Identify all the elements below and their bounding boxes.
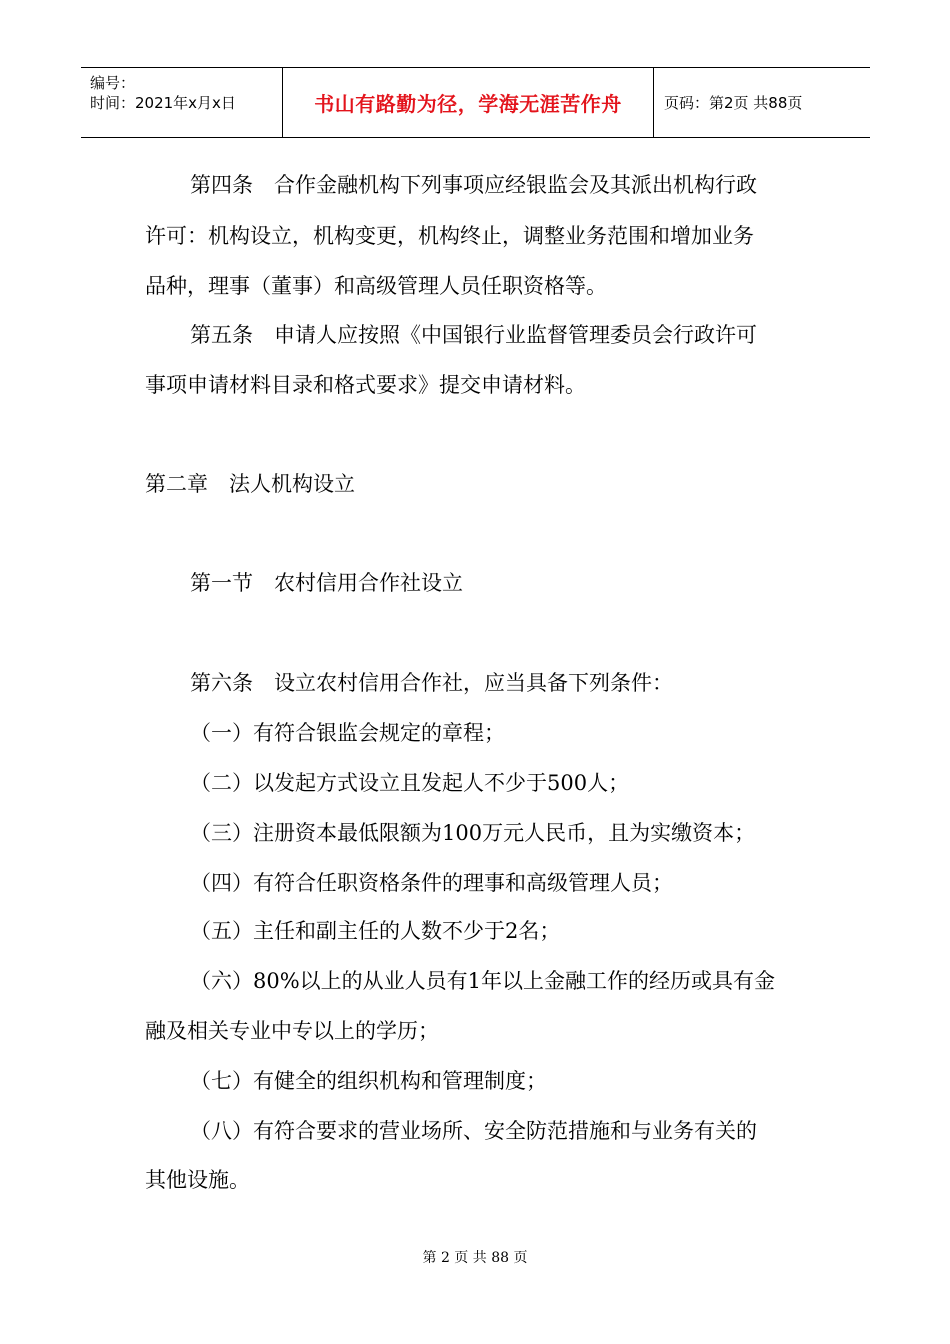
condition-2: （二）以发起方式设立且发起人不少于500人； — [190, 771, 630, 795]
article-5-line-1: 第五条 申请人应按照《中国银行业监督管理委员会行政许可 — [190, 323, 757, 347]
header-meta — [81, 68, 283, 137]
doc-time-label: 时间：2021年x月x日 — [90, 94, 236, 112]
article-6-line-1: 第六条 设立农村信用合作社，应当具备下列条件： — [190, 671, 673, 695]
header-page-number: 页码：第2页 共88页 — [664, 94, 803, 112]
condition-4: （四）有符合任职资格条件的理事和高级管理人员； — [190, 871, 673, 895]
condition-3: （三）注册资本最低限额为100万元人民币，且为实缴资本； — [190, 821, 756, 845]
condition-6-line-1: （六）80%以上的从业人员有1年以上金融工作的经历或具有金 — [190, 969, 776, 993]
document-header — [81, 67, 870, 138]
header-page-cell — [654, 68, 870, 137]
page-footer: 第 2 页 共 88 页 — [422, 1250, 528, 1266]
condition-8-line-1: （八）有符合要求的营业场所、安全防范措施和与业务有关的 — [190, 1119, 757, 1143]
doc-number-label: 编号： — [90, 74, 136, 92]
condition-8-line-2: 其他设施。 — [145, 1168, 250, 1192]
header-motto: 书山有路勤为径，学海无涯苦作舟 — [314, 92, 622, 116]
article-4-line-1: 第四条 合作金融机构下列事项应经银监会及其派出机构行政 — [190, 173, 757, 197]
condition-5: （五）主任和副主任的人数不少于2名； — [190, 919, 561, 943]
condition-1: （一）有符合银监会规定的章程； — [190, 721, 505, 745]
chapter-heading: 第二章 法人机构设立 — [145, 472, 355, 496]
condition-6-line-2: 融及相关专业中专以上的学历； — [145, 1019, 439, 1043]
article-4-line-2: 许可：机构设立，机构变更，机构终止，调整业务范围和增加业务 — [145, 224, 754, 248]
article-4-line-3: 品种，理事（董事）和高级管理人员任职资格等。 — [145, 274, 607, 298]
section-heading: 第一节 农村信用合作社设立 — [190, 571, 463, 595]
condition-7: （七）有健全的组织机构和管理制度； — [190, 1069, 547, 1093]
header-motto-cell — [283, 68, 654, 137]
article-5-line-2: 事项申请材料目录和格式要求》提交申请材料。 — [145, 373, 586, 397]
